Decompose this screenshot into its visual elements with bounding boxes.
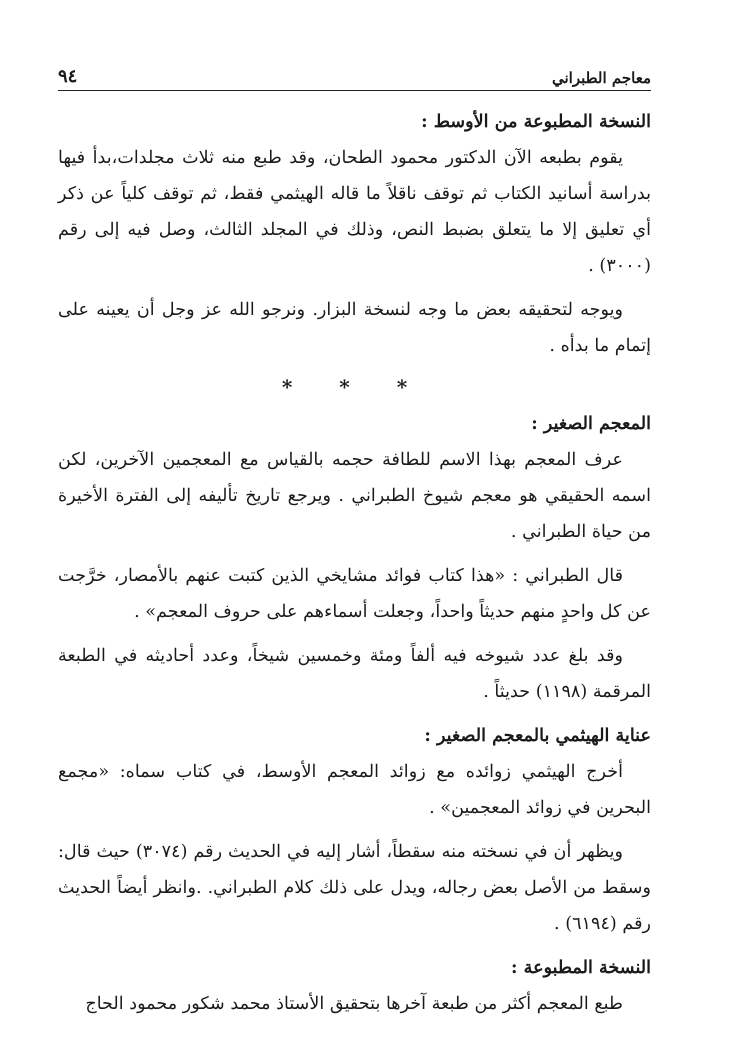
- paragraph: قال الطبراني : «هذا كتاب فوائد مشايخي الذين كتبت عنهم بالأمصار، خرَّجت عن كل واحدٍ منهم حديثاً واحداً، وجعلت أسماءهم على حروف المعجم» .: [58, 566, 651, 622]
- paragraph: طبع المعجم أكثر من طبعة آخرها بتحقيق الأستاذ محمد شكور محمود الحاج: [85, 994, 623, 1014]
- paragraph: ويظهر أن في نسخته منه سقطاً، أشار إليه في الحديث رقم (٣٠٧٤) حيث قال: وسقط من الأصل بعض رجاله، ويدل على ذلك كلام الطبراني. .وانظر أيضاً الحديث رقم (٦١٩٤) .: [58, 842, 651, 934]
- page-number: ٩٤: [58, 66, 78, 87]
- page-body: [58, 104, 651, 1030]
- section-heading-haythami: عناية الهيثمي بالمعجم الصغير :: [424, 725, 651, 746]
- paragraph: يقوم بطبعه الآن الدكتور محمود الطحان، وقد طبع منه ثلاث مجلدات،بدأ فيها بدراسة أسانيد الكتاب ثم توقف ناقلاً ما قاله الهيثمي فقط، ثم توقف كلياً عن ذكر أي تعليق إلا ما يتعلق بضبط النص، وذلك في المجلد الثالث، وصل فيه إلى رقم (٣٠٠٠) .: [58, 148, 651, 276]
- paragraph: عرف المعجم بهذا الاسم للطافة حجمه بالقياس مع المعجمين الآخرين، لكن اسمه الحقيقي هو معجم شيوخ الطبراني . ويرجع تاريخ تأليفه إلى الفترة الأخيرة من حياة الطبراني .: [58, 450, 651, 542]
- section-separator: * * *: [281, 375, 428, 399]
- section-heading-printed-edition: النسخة المطبوعة :: [511, 957, 651, 978]
- paragraph: ويوجه لتحقيقه بعض ما وجه لنسخة البزار. ونرجو الله عز وجل أن يعينه على إتمام ما بدأه .: [58, 300, 651, 356]
- paragraph: أخرج الهيثمي زوائده مع زوائد المعجم الأوسط، في كتاب سماه: «مجمع البحرين في زوائد المعجمين» .: [58, 762, 651, 818]
- paragraph: وقد بلغ عدد شيوخه فيه ألفاً ومئة وخمسين شيخاً، وعدد أحاديثه في الطبعة المرقمة (١١٩٨) حديثاً .: [58, 646, 651, 702]
- page-header: [58, 60, 651, 91]
- section-heading-awsat-edition: النسخة المطبوعة من الأوسط :: [421, 111, 651, 132]
- section-heading-small-lexicon: المعجم الصغير :: [531, 413, 651, 434]
- running-title: معاجم الطبراني: [551, 69, 651, 87]
